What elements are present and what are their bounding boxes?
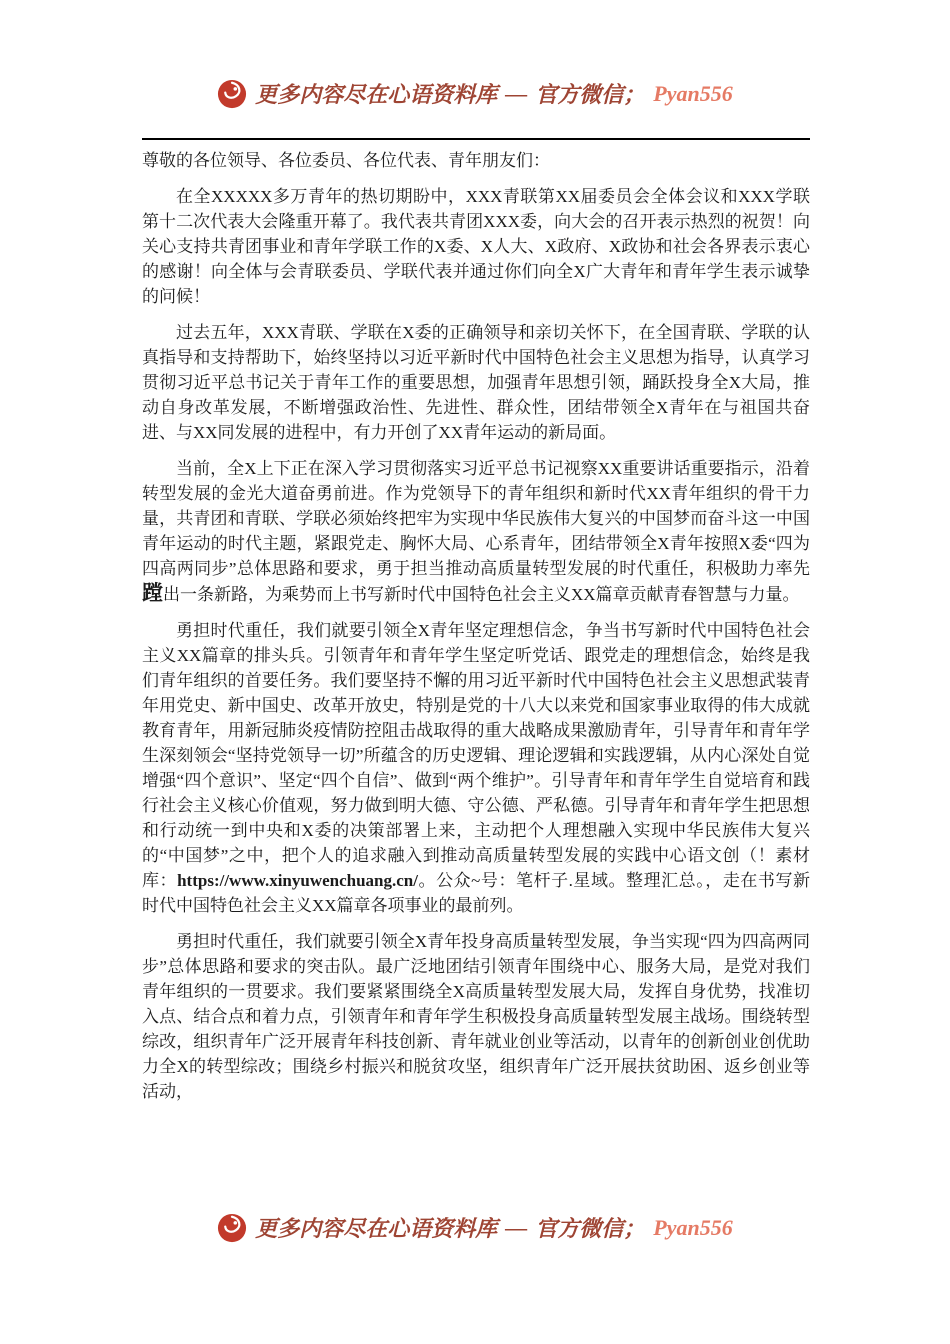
watermark-account: Pyan556: [653, 1214, 733, 1240]
watermark-label: 官方微信；: [535, 82, 646, 107]
watermark-separator: —: [505, 1214, 528, 1240]
paragraph-4: [142, 618, 810, 918]
watermark-separator: —: [505, 80, 528, 106]
document-body: [142, 148, 810, 1206]
watermark-main-text: 更多内容尽在心语资料库: [255, 1216, 498, 1241]
header-divider: [142, 138, 810, 140]
paragraph-3-text-b: 出一条新路，为乘势而上书写新时代中国特色社会主义XX篇章贡献青春智慧与力量。: [163, 585, 800, 604]
paragraph-3-emphasized-char: 蹚: [142, 581, 163, 605]
paragraph-3: [142, 456, 810, 607]
paragraph-4-text-a: 勇担时代重任，我们就要引领全X青年坚定理想信念，争当书写新时代中国特色社会主义XX篇章的排头兵。引领青年和青年学生坚定听党话、跟党走的理想信念，始终是我们青年组织的首要任务。我们要坚持不懈的用习近平新时代中国特色社会主义思想武装青年用党史、新中国史、改革开放史，特别是党的十八大以来党和国家事业取得的伟大成就教育青年，用新冠肺炎疫情防控阻击战取得的重大战略成果激励青年，引导青年和青年学生深刻领会“坚持党领导一切”所蕴含的历史逻辑、理论逻辑和实践逻辑，从内心深处自觉增强“四个意识”、坚定“四个自信”、做到“两个维护”。引导青年和青年学生自觉培育和践行社会主义核心价值观，努力做到明大德、守公德、严私德。引导青年和青年学生把思想和行动统一到中央和X委的决策部署上来，主动把个人理想融入实现中华民族伟大复兴的“中国梦”之中，把个人的追求融入到推动高质量转型发展的实践中心语文创（！素材库：: [142, 621, 810, 890]
paragraph-1: 在全XXXXX多万青年的热切期盼中，XXX青联第XX届委员会全体会议和XXX学联第十二次代表大会隆重开幕了。我代表共青团XXX委，向大会的召开表示热烈的祝贺！向关心支持共青团事业和青年学联工作的X委、X人大、X政府、X政协和社会各界表示衷心的感谢！向全体与会青联委员、学联代表并通过你们向全X广大青年和青年学生表示诚挚的问候！: [142, 187, 810, 306]
watermark-account: Pyan556: [653, 80, 733, 106]
header-watermark: [0, 78, 950, 109]
paragraph-5: 勇担时代重任，我们就要引领全X青年投身高质量转型发展，争当实现“四为四高两同步”总体思路和要求的突击队。最广泛地团结引领青年围绕中心、服务大局，是党对我们青年组织的一贯要求。我们要紧紧围绕全X高质量转型发展大局，发挥自身优势，找准切入点、结合点和着力点，引领青年和青年学生积极投身高质量转型发展主战场。围绕转型综改，组织青年广泛开展青年科技创新、青年就业创业等活动，以青年的创新创业创优助力全X的转型综改；围绕乡村振兴和脱贫攻坚，组织青年广泛开展扶贫助困、返乡创业等活动，: [142, 932, 810, 1101]
watermark-label: 官方微信；: [535, 1216, 646, 1241]
logo-icon: [217, 1213, 247, 1243]
paragraph-2: 过去五年，XXX青联、学联在X委的正确领导和亲切关怀下，在全国青联、学联的认真指导和支持帮助下，始终坚持以习近平新时代中国特色社会主义思想为指导，认真学习贯彻习近平总书记关于青年工作的重要思想，加强青年思想引领，踊跃投身全X大局，推动自身改革发展，不断增强政治性、先进性、群众性，团结带领全X青年在与祖国共奋进、与XX同发展的进程中，有力开创了XX青年运动的新局面。: [142, 323, 810, 442]
url-text: https://www.xinyuwenchuang.cn/: [177, 871, 418, 890]
paragraph-3-text-a: 当前，全X上下正在深入学习贯彻落实习近平总书记视察XX重要讲话重要指示，沿着转型发展的金光大道奋勇前进。作为党领导下的青年组织和新时代XX青年组织的骨干力量，共青团和青联、学联必须始终把牢为实现中华民族伟大复兴的中国梦而奋斗这一中国青年运动的时代主题，紧跟党走、胸怀大局、心系青年，团结带领全X青年按照X委“四为四高两同步”总体思路和要求，勇于担当推动高质量转型发展的时代重任，积极助力率先: [142, 459, 810, 578]
footer-watermark: [0, 1212, 950, 1243]
logo-icon: [217, 79, 247, 109]
salutation: 尊敬的各位领导、各位委员、各位代表、青年朋友们：: [142, 151, 550, 170]
watermark-main-text: 更多内容尽在心语资料库: [255, 82, 498, 107]
paragraph-4-text-b: 。公众~号：笔杆子.星域。整理汇总。，走在书写新时代中国特色社会主义XX篇章各项事业的最前列。: [142, 871, 810, 915]
